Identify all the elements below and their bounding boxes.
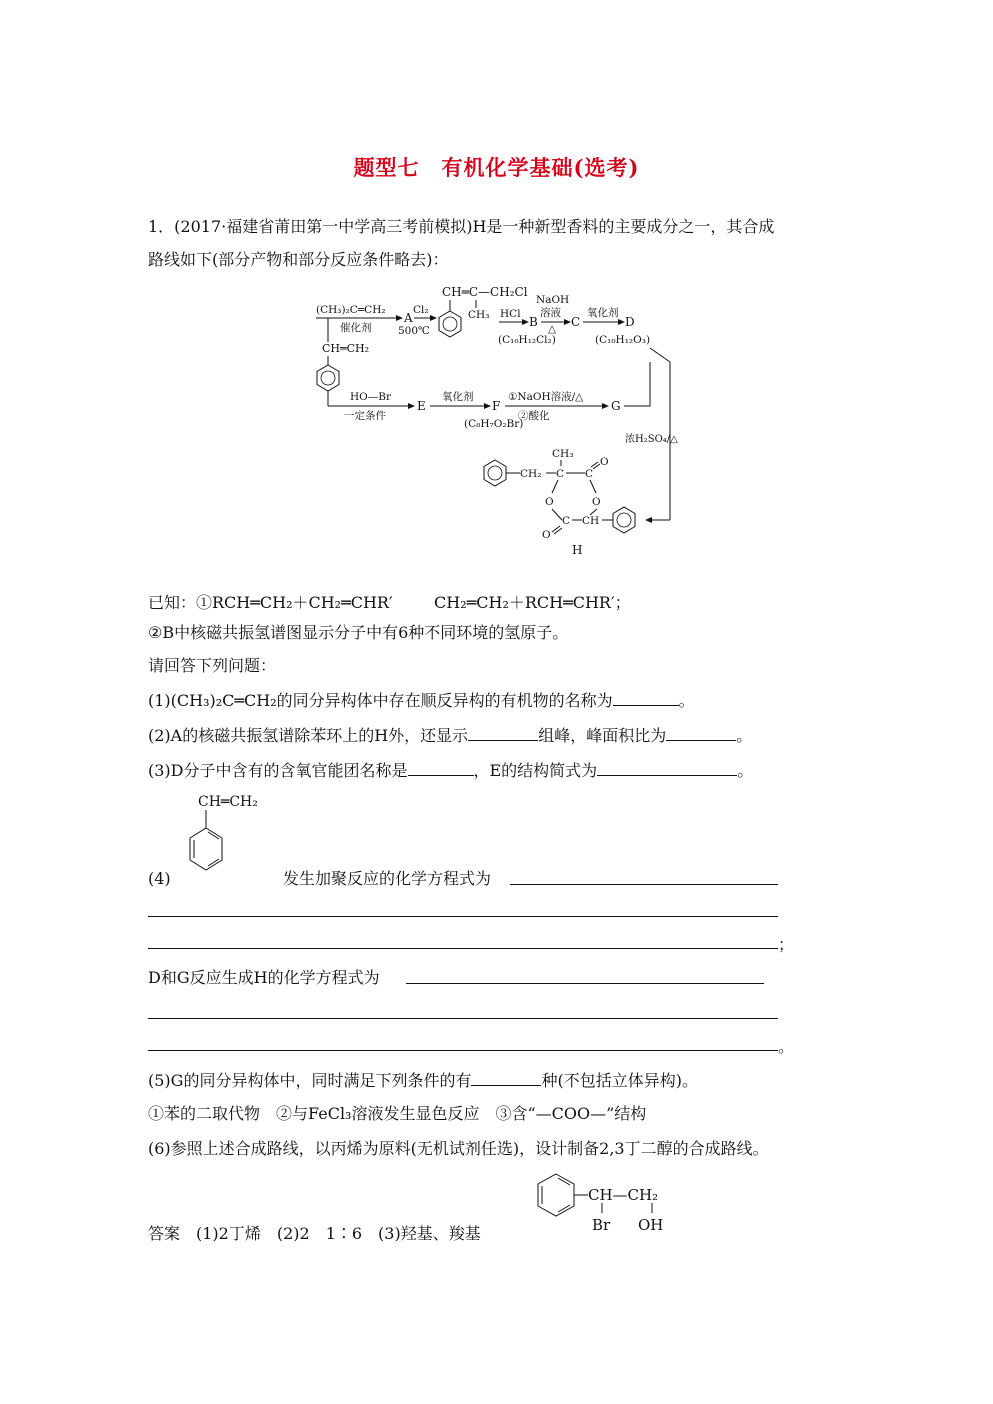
q2-blank-1[interactable] <box>468 725 538 741</box>
q4-styrene-label: CH═CH₂ <box>198 794 258 810</box>
synthesis-scheme <box>300 280 700 565</box>
product-h-structure <box>484 448 635 557</box>
question-intro-line2: 路线如下(部分产物和部分反应条件略去)： <box>148 250 449 269</box>
q4-blank-3[interactable] <box>148 948 778 949</box>
q3-mid: ，E的结构简式为 <box>473 761 598 780</box>
scheme-f-formula: (C₈H₇O₂Br) <box>464 418 524 430</box>
scheme-f: F <box>492 399 501 413</box>
scheme-step2: ②酸化 <box>518 410 550 422</box>
styrene-benzene-ring <box>317 365 339 391</box>
scheme-oxidant2: 氧化剂 <box>442 391 474 403</box>
scheme-500c: 500℃ <box>398 325 430 337</box>
page-title: 题型七 有机化学基础(选考) <box>353 155 640 180</box>
question-2 <box>148 725 752 747</box>
q5-blank[interactable] <box>471 1070 541 1086</box>
h-c-right: C <box>585 468 594 480</box>
answer-e-top: CH—CH₂ <box>588 1186 659 1204</box>
scheme-naoh: NaOH <box>536 294 570 306</box>
allyl-benzene-ring <box>439 311 461 337</box>
q3-pre: (3)D分子中含有的含氧官能团名称是 <box>148 761 408 780</box>
h-o-carbonyl-right: O <box>600 456 609 468</box>
answer-text: 答案 (1)2丁烯 (2)2 1∶6 (3)羟基、羧基 <box>148 1224 481 1243</box>
scheme-c: C <box>571 315 581 329</box>
q2-post: 。 <box>736 726 753 745</box>
scheme-cl2: Cl₂ <box>413 304 429 316</box>
scheme-e: E <box>417 399 426 413</box>
q3-post: 。 <box>737 761 754 780</box>
scheme-b: B <box>529 315 538 329</box>
answer-e-oh: OH <box>638 1216 664 1234</box>
question-1 <box>148 690 695 712</box>
question-5 <box>148 1070 698 1092</box>
q2-mid: 组峰，峰面积比为 <box>538 726 667 745</box>
h-ch: CH <box>582 515 600 527</box>
q4-styrene-structure <box>180 790 290 886</box>
h-o-ring-right: O <box>592 496 601 508</box>
known-1b: CH₂═CH₂＋RCH═CHR′； <box>434 593 631 612</box>
q2-blank-2[interactable] <box>666 725 736 741</box>
scheme-a: A <box>404 311 413 325</box>
h-o-carbonyl-bottom: O <box>542 529 551 541</box>
answer-e-structure <box>530 1170 700 1242</box>
scheme-d: D <box>625 315 635 329</box>
h-ch3: CH₃ <box>552 448 574 460</box>
question-intro-line1: 1．(2017·福建省莆田第一中学高三考前模拟)H是一种新型香料的主要成分之一，其合成 <box>148 217 775 236</box>
q4-label: (4) <box>148 869 171 888</box>
q5-post: 种(不包括立体异构)。 <box>541 1071 698 1090</box>
question-6: (6)参照上述合成路线，以丙烯为原料(无机试剂任选)，设计制备2,3丁二醇的合成路线。 <box>148 1139 769 1158</box>
scheme-hcl: HCl <box>500 308 521 320</box>
q4-end1: ； <box>778 935 795 954</box>
scheme-oxidant: 氧化剂 <box>587 307 619 319</box>
scheme-allyl-top: CH═C—CH₂Cl <box>442 285 528 299</box>
h-c-top: C <box>556 468 565 480</box>
scheme-allyl-ch3: CH₃ <box>468 309 490 321</box>
q4-end2: 。 <box>778 1037 795 1056</box>
answer-e-br: Br <box>592 1216 611 1234</box>
q4-blank-2[interactable] <box>148 916 778 917</box>
q2-pre: (2)A的核磁共振氢谱除苯环上的H外，还显示 <box>148 726 469 745</box>
q3-blank-1[interactable] <box>408 760 474 776</box>
q4-text: 发生加聚反应的化学方程式为 <box>283 869 492 888</box>
scheme-g: G <box>611 399 621 413</box>
q4-blank-4[interactable] <box>406 983 764 984</box>
scheme-h2so4: 浓H₂SO₄/△ <box>625 434 678 445</box>
scheme-start-alkene: (CH₃)₂C═CH₂ <box>316 304 386 316</box>
q5-conditions: ①苯的二取代物 ②与FeCl₃溶液发生显色反应 ③含“—COO—”结构 <box>148 1104 647 1123</box>
h-label: H <box>572 543 583 557</box>
scheme-rongye: 溶液 <box>540 307 561 319</box>
known-1a: 已知：①RCH═CH₂＋CH₂═CHR′ <box>148 593 393 612</box>
scheme-catalyst: 催化剂 <box>340 322 372 334</box>
q4-blank-1[interactable] <box>510 884 778 885</box>
h-c-bottom: C <box>562 515 571 527</box>
scheme-cond: 一定条件 <box>344 410 386 422</box>
scheme-styrene: CH═CH₂ <box>322 342 370 355</box>
scheme-b-formula: (C₁₀H₁₂Cl₂) <box>498 334 556 346</box>
q4-blank-5[interactable] <box>148 1018 778 1019</box>
scheme-hobr: HO—Br <box>350 391 392 403</box>
scheme-step1: ①NaOH溶液/△ <box>508 391 584 403</box>
q5-pre: (5)G的同分异构体中，同时满足下列条件的有 <box>148 1071 472 1090</box>
q4-blank-6[interactable] <box>148 1050 778 1051</box>
h-o-ring-left: O <box>545 496 554 508</box>
question-3 <box>148 760 753 782</box>
q1-blank[interactable] <box>613 690 679 706</box>
q1-post: 。 <box>678 691 695 710</box>
known-2: ②B中核磁共振氢谱图显示分子中有6种不同环境的氢原子。 <box>148 623 569 642</box>
ask-heading: 请回答下列问题： <box>148 656 277 675</box>
h-ch2: CH₂ <box>520 468 542 480</box>
q3-blank-2[interactable] <box>597 760 737 776</box>
q4-line2: D和G反应生成H的化学方程式为 <box>148 968 380 987</box>
scheme-d-formula: (C₁₀H₁₂O₃) <box>595 334 651 346</box>
scheme-delta: △ <box>548 323 557 335</box>
q1-pre: (1)(CH₃)₂C═CH₂的同分异构体中存在顺反异构的有机物的名称为 <box>148 691 613 710</box>
